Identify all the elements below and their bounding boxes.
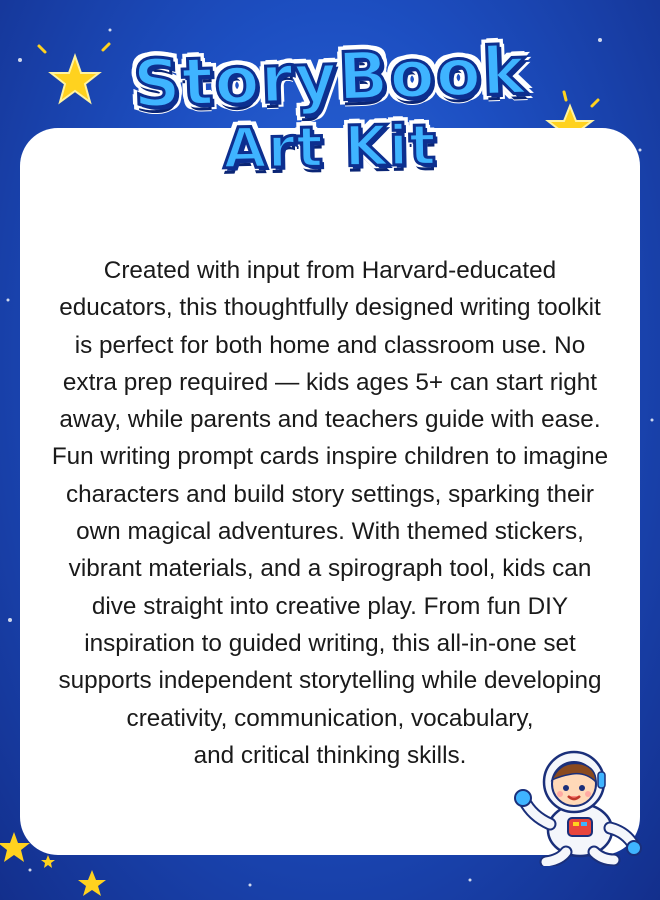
description-line: dive straight into creative play. From fun DIY: [91, 592, 569, 620]
description-line: supports independent storytelling while developing: [58, 667, 602, 695]
description-line: own magical adventures. With themed stickers,: [76, 518, 584, 546]
description-line: extra prep required — kids ages 5+ can start right: [62, 368, 598, 396]
description-line: inspiration to guided writing, this all-in-one set: [84, 629, 576, 657]
description-line: and critical thinking skills.: [193, 741, 467, 769]
product-description: [28, 252, 632, 774]
description-line: vibrant materials, and a spirograph tool, kids can: [68, 555, 592, 583]
title-line-art-kit: Art Kit: [222, 113, 438, 182]
description-line: away, while parents and teachers guide with ease.: [59, 406, 601, 434]
star-icon: [41, 855, 55, 868]
title-line-storybook: StoryBook: [131, 32, 529, 123]
product-title: [0, 32, 660, 182]
description-line: characters and build story settings, sparking their: [65, 480, 595, 508]
description-line: Fun writing prompt cards inspire children to imagine: [51, 443, 609, 471]
description-line: is perfect for both home and classroom use. No: [74, 331, 586, 359]
description-line: educators, this thoughtfully designed writing toolkit: [59, 294, 601, 322]
description-line: creativity, communication, vocabulary,: [126, 704, 534, 732]
astronaut-icon: [510, 742, 642, 866]
star-icon: [78, 870, 106, 896]
description-line: Created with input from Harvard-educated: [103, 257, 557, 284]
